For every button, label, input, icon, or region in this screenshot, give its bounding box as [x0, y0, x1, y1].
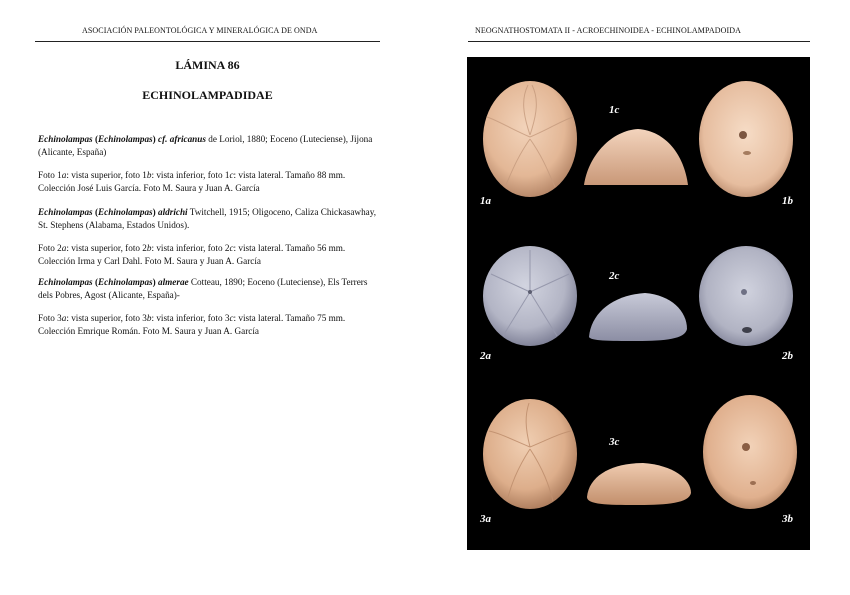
entry-1-photo-caption: Foto 1a: vista superior, foto 1b: vista inferior, foto 1c: vista lateral. Tamaño 88 mm. Colección José Luis García. Foto M. Saura y Juan A. García	[38, 170, 346, 193]
family-title: ECHINOLAMPADIDAE	[142, 88, 273, 102]
label-3b: 3b	[782, 513, 793, 525]
specimen-1b-bottom-view	[697, 79, 795, 199]
specimen-2a-top-view	[481, 244, 579, 348]
label-1c: 1c	[609, 104, 620, 116]
label-2a: 2a	[480, 350, 491, 362]
label-3a: 3a	[480, 513, 491, 525]
entry-1-taxon: Echinolampas (Echinolampas) cf. africanus de Loriol, 1880; Eoceno (Luteciense), Jijona (Alicante, España)	[38, 134, 373, 157]
entry-3-photo-caption: Foto 3a: vista superior, foto 3b: vista inferior, foto 3c: vista lateral. Tamaño 75 mm. Colección Emrique Román. Foto M. Saura y Juan A. García	[38, 313, 346, 336]
specimen-3a-top-view	[481, 397, 579, 511]
label-3c: 3c	[609, 436, 620, 448]
label-1b: 1b	[782, 195, 793, 207]
header-rule-right	[468, 41, 810, 42]
label-1a: 1a	[480, 195, 491, 207]
specimen-1a-top-view	[481, 79, 579, 199]
running-header-right: NEOGNATHOSTOMATA II - ACROECHINOIDEA - ECHINOLAMPADOIDA	[475, 26, 741, 35]
specimen-1c-lateral-view	[580, 125, 692, 191]
specimen-2c-lateral-view	[585, 289, 691, 343]
entry-2-taxon: Echinolampas (Echinolampas) aldrichi Twitchell, 1915; Oligoceno, Caliza Chickasawhay, St. Stephens (Alabama, Estados Unidos).	[38, 207, 377, 230]
header-rule-left	[35, 41, 380, 42]
label-2c: 2c	[609, 270, 620, 282]
specimen-3b-bottom-view	[701, 393, 799, 511]
label-2b: 2b	[782, 350, 793, 362]
entry-2-photo-caption: Foto 2a: vista superior, foto 2b: vista inferior, foto 2c: vista lateral. Tamaño 56 mm. Colección Irma y Carl Dahl. Foto M. Saura y Juan A. García	[38, 243, 346, 266]
entry-2	[38, 206, 383, 267]
entry-3	[38, 276, 383, 337]
photo-plate	[467, 57, 810, 550]
plate-title: LÁMINA 86	[175, 58, 240, 72]
entry-3-taxon: Echinolampas (Echinolampas) almerae Cotteau, 1890; Eoceno (Luteciense), Els Terrers dels Pobres, Agost (Alicante, España)-	[38, 277, 368, 300]
specimen-3c-lateral-view	[583, 457, 695, 507]
running-header-left: ASOCIACIÓN PALEONTOLÓGICA Y MINERALÓGICA DE ONDA	[82, 26, 318, 35]
entry-1	[38, 133, 383, 194]
specimen-2b-bottom-view	[697, 244, 795, 348]
